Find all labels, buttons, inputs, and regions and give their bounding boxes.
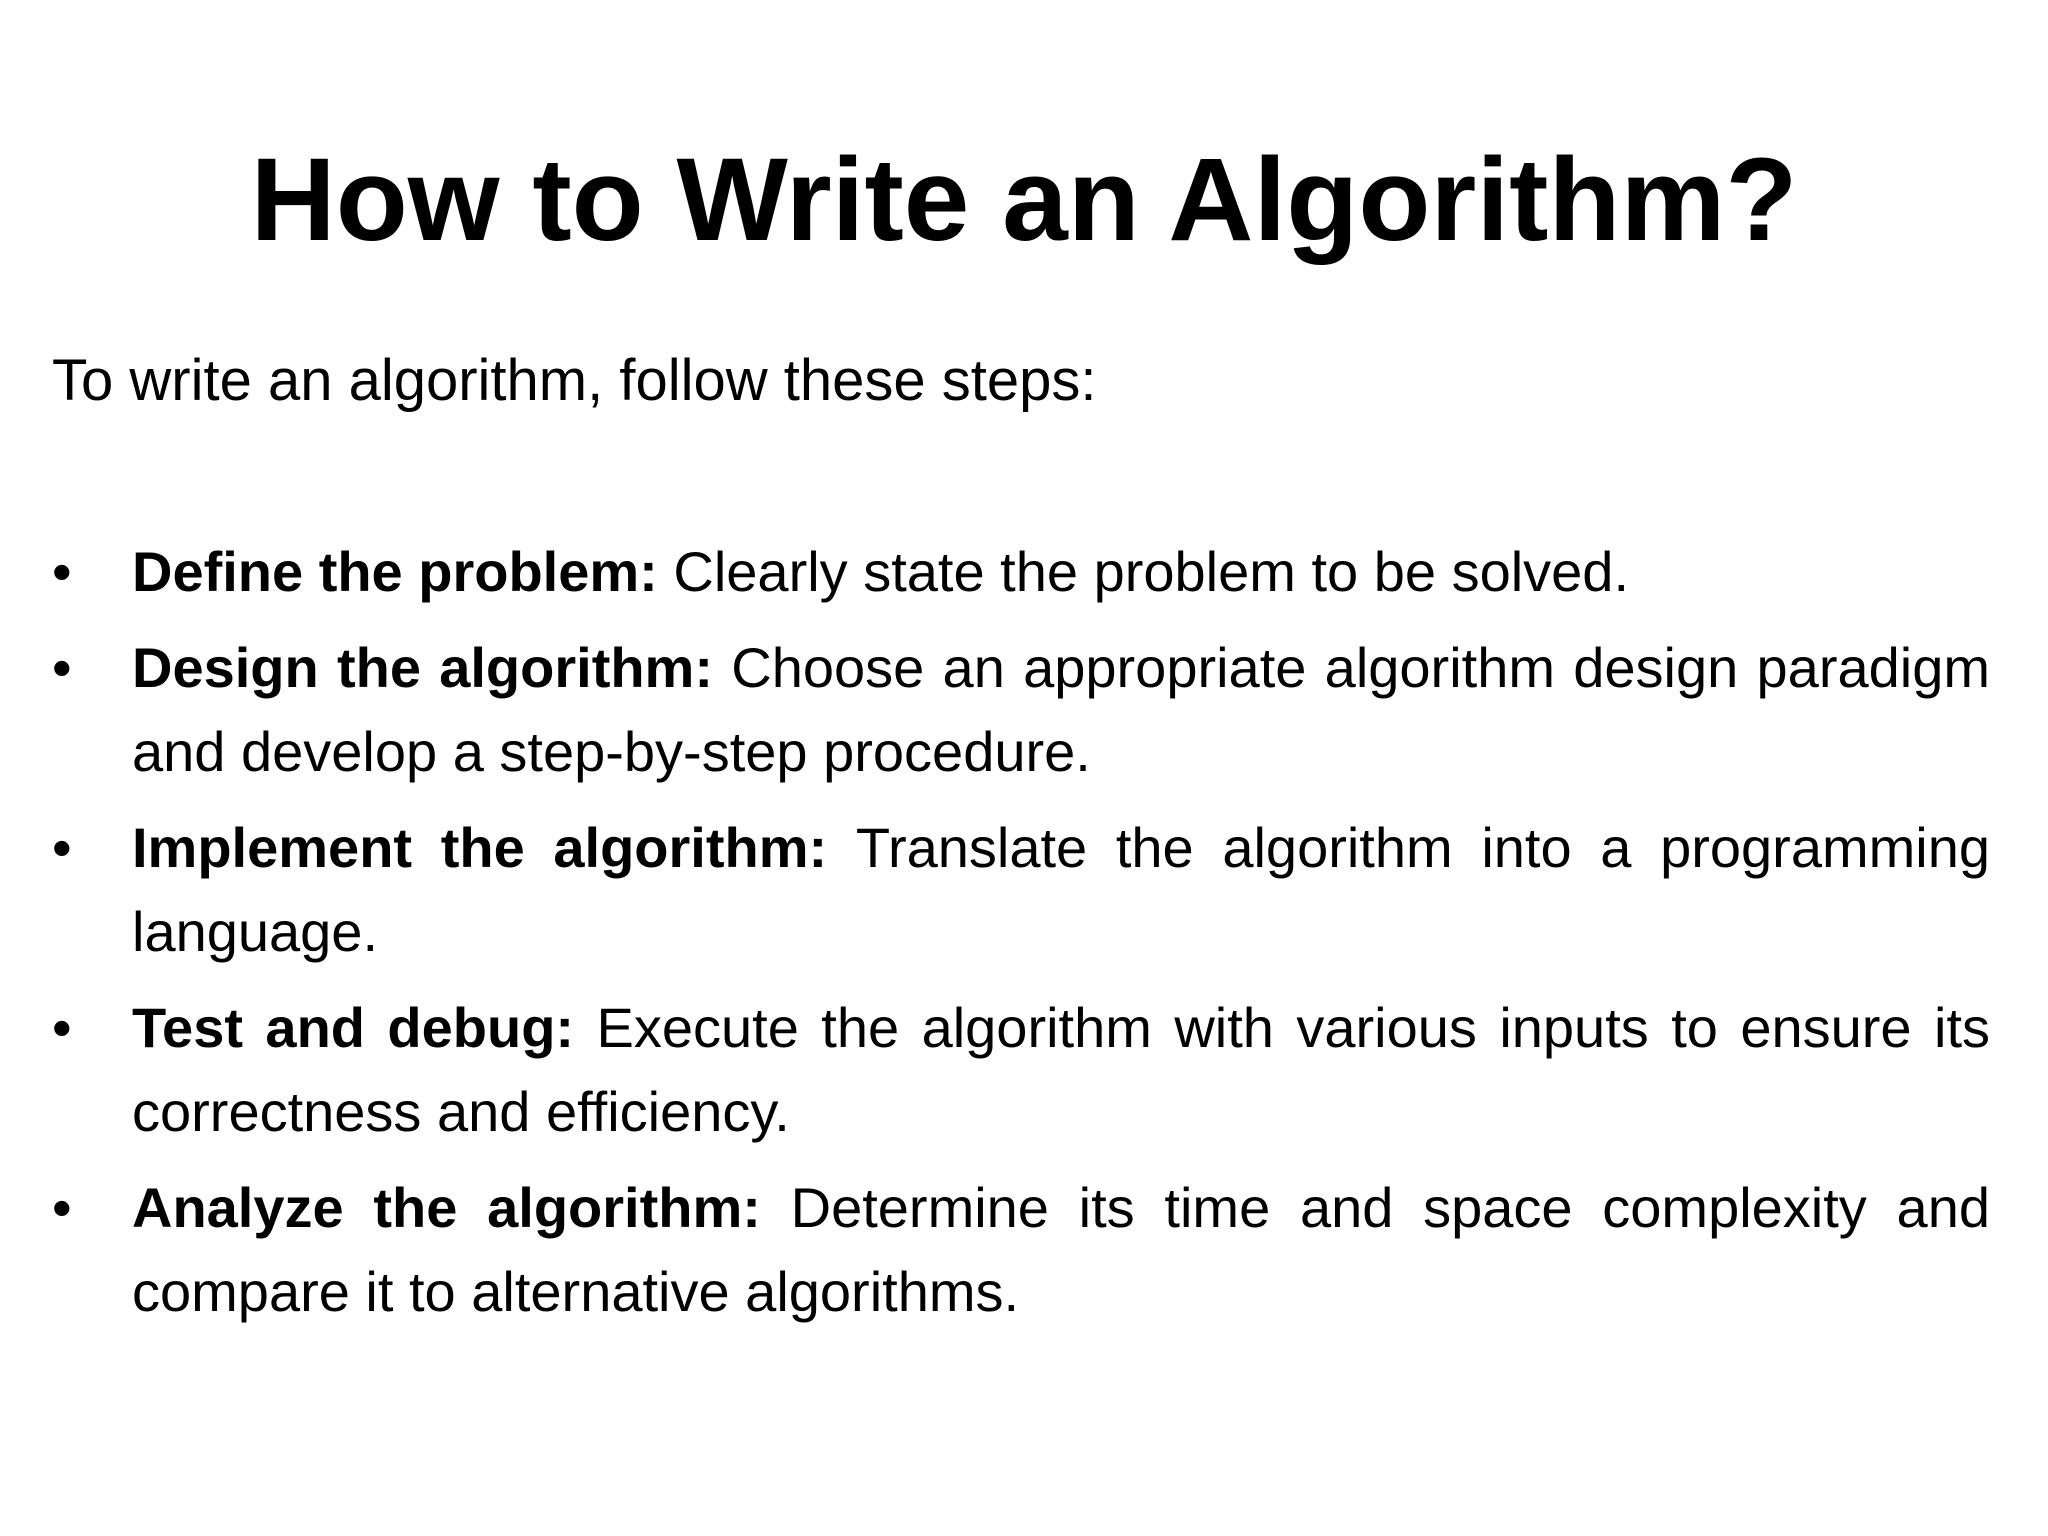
step-implement-algorithm bbox=[52, 806, 1990, 974]
step-description: Choose an appropriate algorithm design paradigm and develop a step-by-step procedure. bbox=[132, 636, 1990, 783]
step-description: Execute the algorithm with various inputs to ensure its correctness and efficiency. bbox=[132, 996, 1991, 1143]
step-term: Design the algorithm: bbox=[132, 636, 732, 699]
step-description: Translate the algorithm into a programming language. bbox=[132, 816, 1990, 963]
bullet-icon: • bbox=[52, 1176, 72, 1239]
step-design-algorithm bbox=[52, 626, 1990, 794]
step-term: Test and debug: bbox=[132, 996, 597, 1059]
step-term: Implement the algorithm: bbox=[132, 816, 856, 879]
bullet-icon: • bbox=[52, 996, 72, 1059]
step-description: Clearly state the problem to be solved. bbox=[673, 540, 1629, 603]
bullet-icon: • bbox=[52, 636, 72, 699]
step-description: Determine its time and space complexity and compare it to alternative algorithms. bbox=[132, 1176, 1990, 1323]
step-term: Define the problem: bbox=[132, 540, 674, 603]
steps-list bbox=[52, 530, 1990, 1346]
bullet-icon: • bbox=[52, 540, 72, 603]
step-test-debug bbox=[52, 986, 1990, 1154]
step-define-problem bbox=[52, 530, 1990, 614]
intro-text: To write an algorithm, follow these steps: bbox=[52, 348, 1097, 413]
step-term: Analyze the algorithm: bbox=[132, 1176, 791, 1239]
step-analyze-algorithm bbox=[52, 1166, 1990, 1334]
bullet-icon: • bbox=[52, 816, 72, 879]
slide-title: How to Write an Algorithm? bbox=[250, 134, 1798, 266]
